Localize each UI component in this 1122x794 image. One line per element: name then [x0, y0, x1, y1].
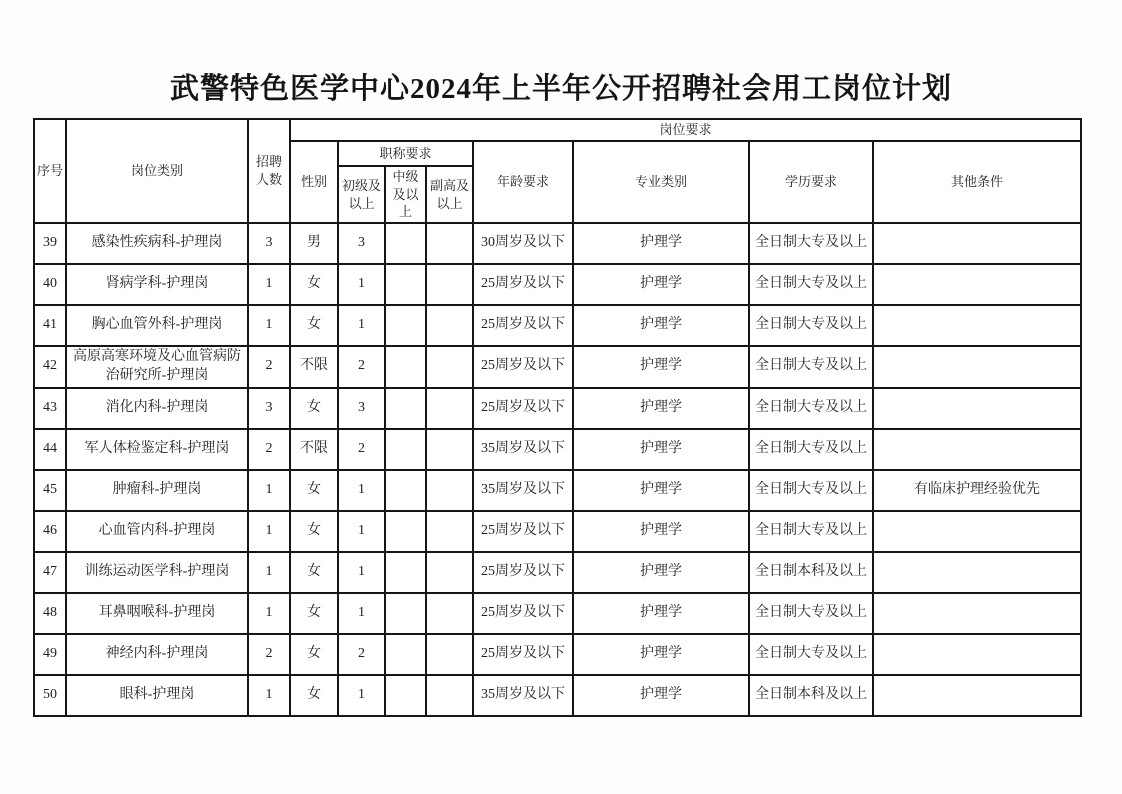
cell-no: 39	[34, 223, 66, 264]
cell-age: 35周岁及以下	[473, 470, 573, 511]
cell-gender: 不限	[290, 346, 338, 388]
cell-age: 25周岁及以下	[473, 593, 573, 634]
cell-junior: 2	[338, 634, 385, 675]
cell-position: 耳鼻咽喉科-护理岗	[66, 593, 248, 634]
table-row	[34, 552, 1081, 593]
header-age-requirement: 年龄要求	[473, 141, 573, 223]
cell-no: 49	[34, 634, 66, 675]
cell-senior	[426, 388, 473, 429]
cell-mid	[385, 675, 426, 716]
cell-age: 25周岁及以下	[473, 511, 573, 552]
cell-gender: 女	[290, 264, 338, 305]
table-row	[34, 634, 1081, 675]
cell-mid	[385, 593, 426, 634]
cell-no: 46	[34, 511, 66, 552]
header-education-requirement: 学历要求	[749, 141, 873, 223]
cell-position: 高原高寒环境及心血管病防治研究所-护理岗	[66, 346, 248, 388]
cell-gender: 女	[290, 305, 338, 346]
cell-no: 45	[34, 470, 66, 511]
cell-mid	[385, 429, 426, 470]
cell-other	[873, 552, 1081, 593]
cell-education: 全日制大专及以上	[749, 470, 873, 511]
table-header	[34, 119, 1081, 223]
cell-junior: 1	[338, 593, 385, 634]
cell-count: 3	[248, 388, 290, 429]
cell-junior: 1	[338, 552, 385, 593]
cell-other	[873, 429, 1081, 470]
cell-senior	[426, 675, 473, 716]
cell-count: 1	[248, 552, 290, 593]
cell-other	[873, 346, 1081, 388]
cell-major: 护理学	[573, 593, 749, 634]
header-recruit-count: 招聘人数	[248, 119, 290, 223]
cell-education: 全日制大专及以上	[749, 593, 873, 634]
cell-gender: 女	[290, 511, 338, 552]
cell-gender: 女	[290, 675, 338, 716]
cell-other	[873, 264, 1081, 305]
cell-no: 47	[34, 552, 66, 593]
cell-education: 全日制大专及以上	[749, 634, 873, 675]
cell-no: 41	[34, 305, 66, 346]
cell-senior	[426, 593, 473, 634]
cell-senior	[426, 346, 473, 388]
cell-age: 35周岁及以下	[473, 429, 573, 470]
cell-count: 1	[248, 511, 290, 552]
table-row	[34, 511, 1081, 552]
header-other-conditions: 其他条件	[873, 141, 1081, 223]
cell-position: 神经内科-护理岗	[66, 634, 248, 675]
table-row	[34, 593, 1081, 634]
cell-position: 眼科-护理岗	[66, 675, 248, 716]
cell-position: 胸心血管外科-护理岗	[66, 305, 248, 346]
table-row	[34, 429, 1081, 470]
cell-other	[873, 593, 1081, 634]
cell-education: 全日制大专及以上	[749, 511, 873, 552]
cell-no: 48	[34, 593, 66, 634]
cell-count: 3	[248, 223, 290, 264]
table-row	[34, 675, 1081, 716]
cell-junior: 3	[338, 223, 385, 264]
cell-other	[873, 223, 1081, 264]
cell-mid	[385, 552, 426, 593]
cell-education: 全日制本科及以上	[749, 675, 873, 716]
cell-count: 1	[248, 593, 290, 634]
cell-mid	[385, 264, 426, 305]
cell-position: 训练运动医学科-护理岗	[66, 552, 248, 593]
cell-mid	[385, 388, 426, 429]
cell-gender: 不限	[290, 429, 338, 470]
cell-major: 护理学	[573, 470, 749, 511]
cell-position: 肾病学科-护理岗	[66, 264, 248, 305]
cell-major: 护理学	[573, 305, 749, 346]
cell-senior	[426, 470, 473, 511]
cell-junior: 1	[338, 470, 385, 511]
table-body	[34, 223, 1081, 716]
cell-mid	[385, 346, 426, 388]
header-position-category: 岗位类别	[66, 119, 248, 223]
cell-mid	[385, 511, 426, 552]
cell-position: 感染性疾病科-护理岗	[66, 223, 248, 264]
table-row	[34, 470, 1081, 511]
table-row	[34, 388, 1081, 429]
cell-junior: 1	[338, 511, 385, 552]
cell-count: 1	[248, 305, 290, 346]
cell-education: 全日制大专及以上	[749, 264, 873, 305]
cell-gender: 女	[290, 552, 338, 593]
cell-education: 全日制大专及以上	[749, 305, 873, 346]
cell-major: 护理学	[573, 346, 749, 388]
cell-major: 护理学	[573, 223, 749, 264]
cell-major: 护理学	[573, 552, 749, 593]
cell-no: 42	[34, 346, 66, 388]
cell-age: 35周岁及以下	[473, 675, 573, 716]
cell-junior: 1	[338, 305, 385, 346]
cell-gender: 女	[290, 634, 338, 675]
cell-other	[873, 634, 1081, 675]
cell-position: 军人体检鉴定科-护理岗	[66, 429, 248, 470]
header-position-requirements: 岗位要求	[290, 119, 1081, 141]
cell-junior: 3	[338, 388, 385, 429]
cell-other	[873, 675, 1081, 716]
cell-education: 全日制本科及以上	[749, 552, 873, 593]
cell-mid	[385, 305, 426, 346]
cell-gender: 男	[290, 223, 338, 264]
cell-age: 25周岁及以下	[473, 346, 573, 388]
cell-major: 护理学	[573, 429, 749, 470]
cell-gender: 女	[290, 388, 338, 429]
cell-age: 25周岁及以下	[473, 634, 573, 675]
job-positions-table	[33, 118, 1082, 717]
cell-senior	[426, 264, 473, 305]
cell-education: 全日制大专及以上	[749, 346, 873, 388]
cell-senior	[426, 511, 473, 552]
cell-no: 40	[34, 264, 66, 305]
cell-other	[873, 511, 1081, 552]
cell-major: 护理学	[573, 511, 749, 552]
cell-senior	[426, 223, 473, 264]
cell-no: 50	[34, 675, 66, 716]
table-row	[34, 223, 1081, 264]
header-title-requirements: 职称要求	[338, 141, 473, 166]
cell-gender: 女	[290, 593, 338, 634]
header-serial: 序号	[34, 119, 66, 223]
cell-senior	[426, 552, 473, 593]
cell-position: 消化内科-护理岗	[66, 388, 248, 429]
cell-major: 护理学	[573, 388, 749, 429]
cell-age: 30周岁及以下	[473, 223, 573, 264]
cell-major: 护理学	[573, 675, 749, 716]
cell-count: 1	[248, 264, 290, 305]
cell-count: 2	[248, 634, 290, 675]
header-major-category: 专业类别	[573, 141, 749, 223]
cell-junior: 2	[338, 346, 385, 388]
cell-count: 1	[248, 470, 290, 511]
header-senior-and-above: 副高及以上	[426, 166, 473, 223]
cell-count: 2	[248, 346, 290, 388]
cell-major: 护理学	[573, 634, 749, 675]
cell-position: 心血管内科-护理岗	[66, 511, 248, 552]
cell-junior: 1	[338, 675, 385, 716]
cell-education: 全日制大专及以上	[749, 223, 873, 264]
cell-count: 1	[248, 675, 290, 716]
cell-mid	[385, 634, 426, 675]
table-row	[34, 305, 1081, 346]
cell-no: 44	[34, 429, 66, 470]
cell-senior	[426, 305, 473, 346]
cell-age: 25周岁及以下	[473, 388, 573, 429]
cell-junior: 2	[338, 429, 385, 470]
cell-other	[873, 305, 1081, 346]
cell-count: 2	[248, 429, 290, 470]
cell-mid	[385, 223, 426, 264]
cell-position: 肿瘤科-护理岗	[66, 470, 248, 511]
table-row	[34, 346, 1081, 388]
header-mid-and-above: 中级及以上	[385, 166, 426, 223]
header-junior-and-above: 初级及以上	[338, 166, 385, 223]
cell-mid	[385, 470, 426, 511]
cell-age: 25周岁及以下	[473, 264, 573, 305]
cell-junior: 1	[338, 264, 385, 305]
cell-major: 护理学	[573, 264, 749, 305]
header-gender: 性别	[290, 141, 338, 223]
cell-age: 25周岁及以下	[473, 552, 573, 593]
table-row	[34, 264, 1081, 305]
cell-senior	[426, 634, 473, 675]
cell-age: 25周岁及以下	[473, 305, 573, 346]
cell-no: 43	[34, 388, 66, 429]
cell-education: 全日制大专及以上	[749, 388, 873, 429]
cell-education: 全日制大专及以上	[749, 429, 873, 470]
page-title: 武警特色医学中心2024年上半年公开招聘社会用工岗位计划	[169, 73, 952, 105]
cell-other: 有临床护理经验优先	[873, 470, 1081, 511]
cell-gender: 女	[290, 470, 338, 511]
cell-other	[873, 388, 1081, 429]
cell-senior	[426, 429, 473, 470]
